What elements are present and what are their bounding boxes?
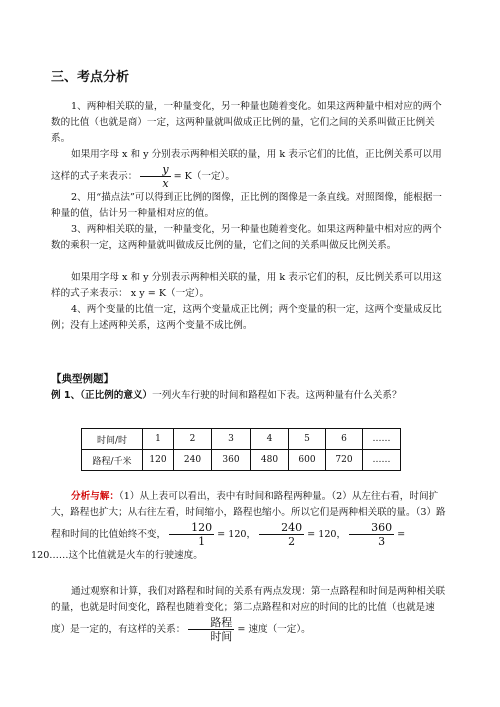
fraction-denominator: 2 xyxy=(288,535,296,548)
fraction-numerator: y xyxy=(140,163,170,177)
fraction-distance-over-time xyxy=(188,616,234,643)
formula-intro: 如果用字母 x 和 y 分别表示两种相关联的量，用 k 表示它们的比值，正比例关系可以用这样的式子来表示： xyxy=(51,149,442,182)
paragraph-direct-proportion: 1、两种相关联的量，一种量变化，另一种量也随着变化。如果这两种量中相对应的两个数的比值（也就是商）一定，这两种量就叫做成正比例的量，它们之间的关系叫做正比例关系。 xyxy=(51,101,442,144)
table-cell: 240 xyxy=(174,450,212,471)
observation-text: 通过观察和计算，我们对路程和时间的关系有两点发现：第一点路程和时间是两种相关联的量，也就是时间变化，路程也随着变化；第二点路程和对应的时间的比的比值（也就是速度）是一定的，有这样的关系： xyxy=(51,586,446,635)
fraction-360-over-3 xyxy=(349,521,394,548)
fraction-numerator: 240 xyxy=(259,521,304,535)
table-cell: 4 xyxy=(251,429,289,450)
examples-title: 【典型例题】 xyxy=(51,373,114,385)
paragraph-direct-formula xyxy=(51,147,446,190)
fraction-numerator: 路程 xyxy=(188,616,234,630)
table-cell: 720 xyxy=(326,450,363,471)
fraction-y-over-x xyxy=(140,163,170,190)
paragraph-graph: 2、用“描点法”可以得到正比例的图像，正比例的图像是一条直线。对照图像，能根据一种量的值，估计另一种量相对应的值。 xyxy=(51,192,442,219)
fraction-240-over-2 xyxy=(259,521,304,548)
table-cell: …… xyxy=(363,429,401,450)
paragraph-summary: 4、两个变量的比值一定，这两个变量成正比例；两个变量的积一定，这两个变量成反比例；没有上述两种关系，这两个变量不成比例。 xyxy=(51,304,442,331)
table-cell: 480 xyxy=(251,450,289,471)
table-cell: 2 xyxy=(174,429,212,450)
paragraph-inverse-formula: 如果用字母 x 和 y 分别表示两种相关联的量，用 k 表示它们的积，反比例关系可以用这样的式子来表示： x y = K（一定）。 xyxy=(51,272,442,299)
table-cell: 6 xyxy=(326,429,363,450)
fraction-numerator: 360 xyxy=(349,521,394,535)
table-cell: …… xyxy=(363,450,401,471)
table-cell: 120 xyxy=(143,450,174,471)
speed-equation: = 速度（一定）。 xyxy=(237,624,311,635)
fraction-denominator: x xyxy=(162,177,169,190)
fraction-120-over-1 xyxy=(169,521,214,548)
observation-paragraph xyxy=(51,584,446,643)
fraction-numerator: 120 xyxy=(169,521,214,535)
fraction-denominator: 3 xyxy=(378,535,386,548)
table-cell: 360 xyxy=(212,450,251,471)
section-title: 三、考点分析 xyxy=(51,70,130,85)
table-cell: 5 xyxy=(289,429,326,450)
row-header-distance: 路程/千米 xyxy=(82,450,143,471)
table-cell: 1 xyxy=(143,429,174,450)
analysis-paragraph xyxy=(31,489,446,564)
time-distance-table xyxy=(81,428,401,471)
fraction-denominator: 时间 xyxy=(210,630,233,643)
analysis-speed-note: 120……这个比值就是火车的行驶速度。 xyxy=(31,550,203,561)
equals-3: = xyxy=(397,529,406,540)
example-1-text: 一列火车行驶的时间和路程如下表。这两种量有什么关系？ xyxy=(152,390,402,401)
equals-2: = 120， xyxy=(307,529,347,540)
formula-result: = K（一定）。 xyxy=(173,171,235,182)
table-row xyxy=(82,450,401,471)
equals-1: = 120， xyxy=(217,529,257,540)
row-header-time: 时间/时 xyxy=(82,429,143,450)
paragraph-inverse-proportion: 3、两种相关联的量，一种量变化，另一种量也随着变化。如果这两种量中相对应的两个数的乘积一定，这两种量就叫做成反比例的量，它们之间的关系叫做反比例关系。 xyxy=(51,224,442,251)
analysis-text: （1）从上表可以看出，表中有时间和路程两种量。（2）从左往右看，时间扩大，路程也扩大；从右往左看，时间缩小，路程也缩小。所以它们是两种相关联的量。（3）路程和时间的比值始终不变， xyxy=(51,491,446,540)
table-row xyxy=(82,429,401,450)
example-1-label: 例 1、（正比例的意义） xyxy=(51,390,153,401)
table-cell: 600 xyxy=(289,450,326,471)
fraction-denominator: 1 xyxy=(198,535,206,548)
analysis-label: 分析与解： xyxy=(71,491,119,502)
table-cell: 3 xyxy=(212,429,251,450)
example-1-heading xyxy=(51,387,402,401)
